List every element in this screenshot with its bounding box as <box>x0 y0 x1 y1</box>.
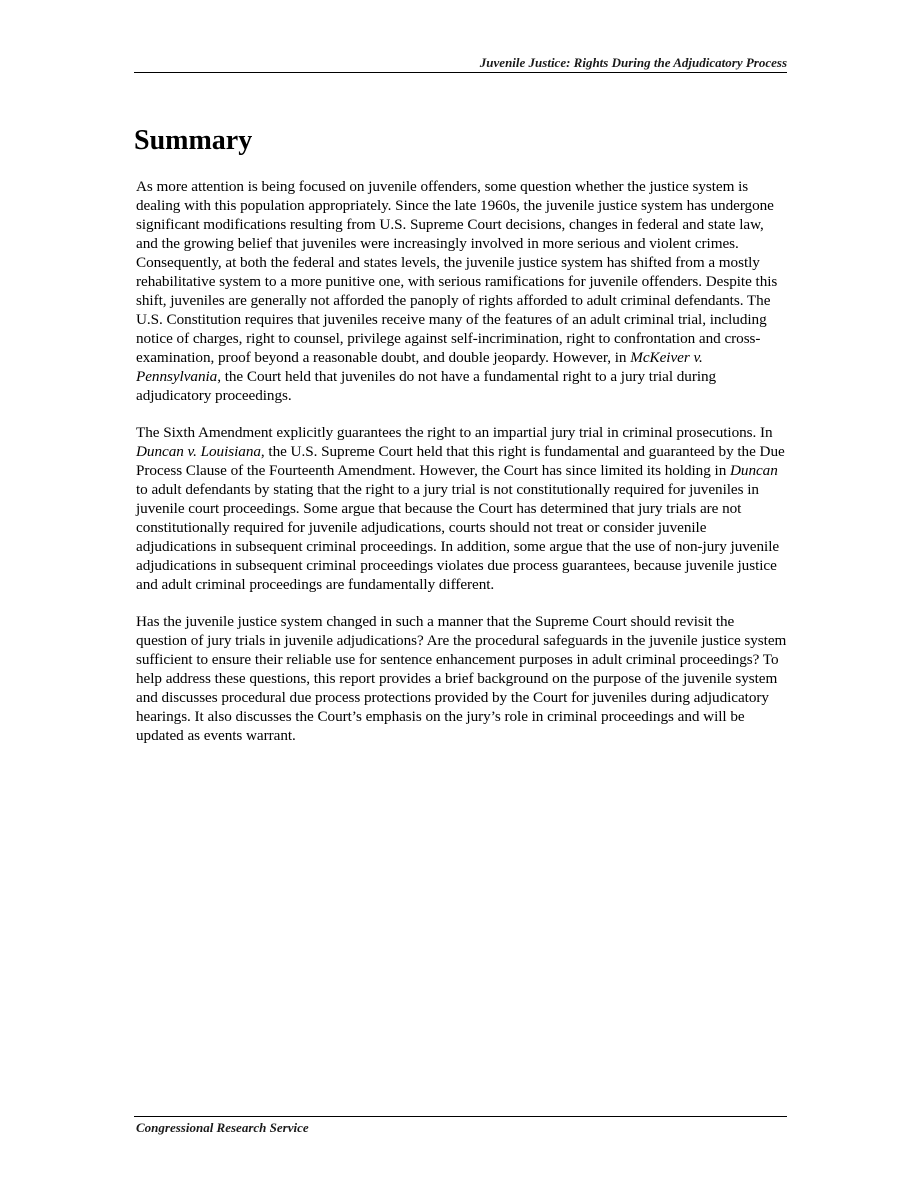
running-header: Juvenile Justice: Rights During the Adjudicatory Process <box>479 55 787 70</box>
paragraph-2-text-1: The Sixth Amendment explicitly guarantees the right to an impartial jury trial in criminal prosecutions. In <box>136 424 773 441</box>
running-footer: Congressional Research Service <box>136 1120 309 1135</box>
case-name-duncan: Duncan <box>729 462 778 479</box>
case-name-mckeiver: McKeiver v. Pennsylvania <box>136 349 703 385</box>
summary-body <box>136 177 787 763</box>
paragraph-1 <box>136 177 787 405</box>
paragraph-1-text-1: As more attention is being focused on juvenile offenders, some question whether the justice system is dealing with this population appropriately. Since the late 1960s, the juvenile justice system has undergone significant modifications resulting from U.S. Supreme Court decisions, changes in federal and state law, and the growing belief that juveniles were increasingly involved in more serious and violent crimes. Consequently, at both the federal and states levels, the juvenile justice system has shifted from a mostly rehabilitative system to a more punitive one, with serious ramifications for juvenile offenders. Despite this shift, juveniles are generally not afforded the panoply of rights afforded to adult criminal defendants. The U.S. Constitution requires that juveniles receive many of the features of an adult criminal trial, including notice of charges, right to counsel, privilege against self-incrimination, right to confrontation and cross-examination, proof beyond a reasonable doubt, and double jeopardy. However, in <box>136 178 778 366</box>
header-divider <box>134 72 787 73</box>
paragraph-2-text-3: to adult defendants by stating that the right to a jury trial is not constitutionally required for juveniles in juvenile court proceedings. Some argue that because the Court has determined that jury trials are not constitutionally required for juvenile adjudications, courts should not treat or consider juvenile adjudications in subsequent criminal proceedings. In addition, some argue that the use of non-jury juvenile adjudications in subsequent criminal proceedings violates due process guarantees, because juvenile justice and adult criminal proceedings are fundamentally different. <box>136 481 780 593</box>
paragraph-3-text-1: Has the juvenile justice system changed in such a manner that the Supreme Court should revisit the question of jury trials in juvenile adjudications? Are the procedural safeguards in the juvenile justice system sufficient to ensure their reliable use for sentence enhancement purposes in adult criminal proceedings? To help address these questions, this report provides a brief background on the purpose of the juvenile system and discusses procedural due process protections provided by the Court for juveniles during adjudicatory hearings. It also discusses the Court’s emphasis on the jury’s role in criminal proceedings and will be updated as events warrant. <box>136 613 787 744</box>
paragraph-2 <box>136 423 787 594</box>
page-title: Summary <box>134 125 253 156</box>
paragraph-2-text-2: , the U.S. Supreme Court held that this right is fundamental and guaranteed by the Due Process Clause of the Fourteenth Amendment. However, the Court has since limited its holding in <box>136 443 785 479</box>
paragraph-1-text-2: , the Court held that juveniles do not have a fundamental right to a jury trial during adjudicatory proceedings. <box>136 368 717 404</box>
case-name-duncan-v-louisiana: Duncan v. Louisiana <box>136 443 261 460</box>
footer-divider <box>134 1116 787 1117</box>
paragraph-3 <box>136 612 787 745</box>
